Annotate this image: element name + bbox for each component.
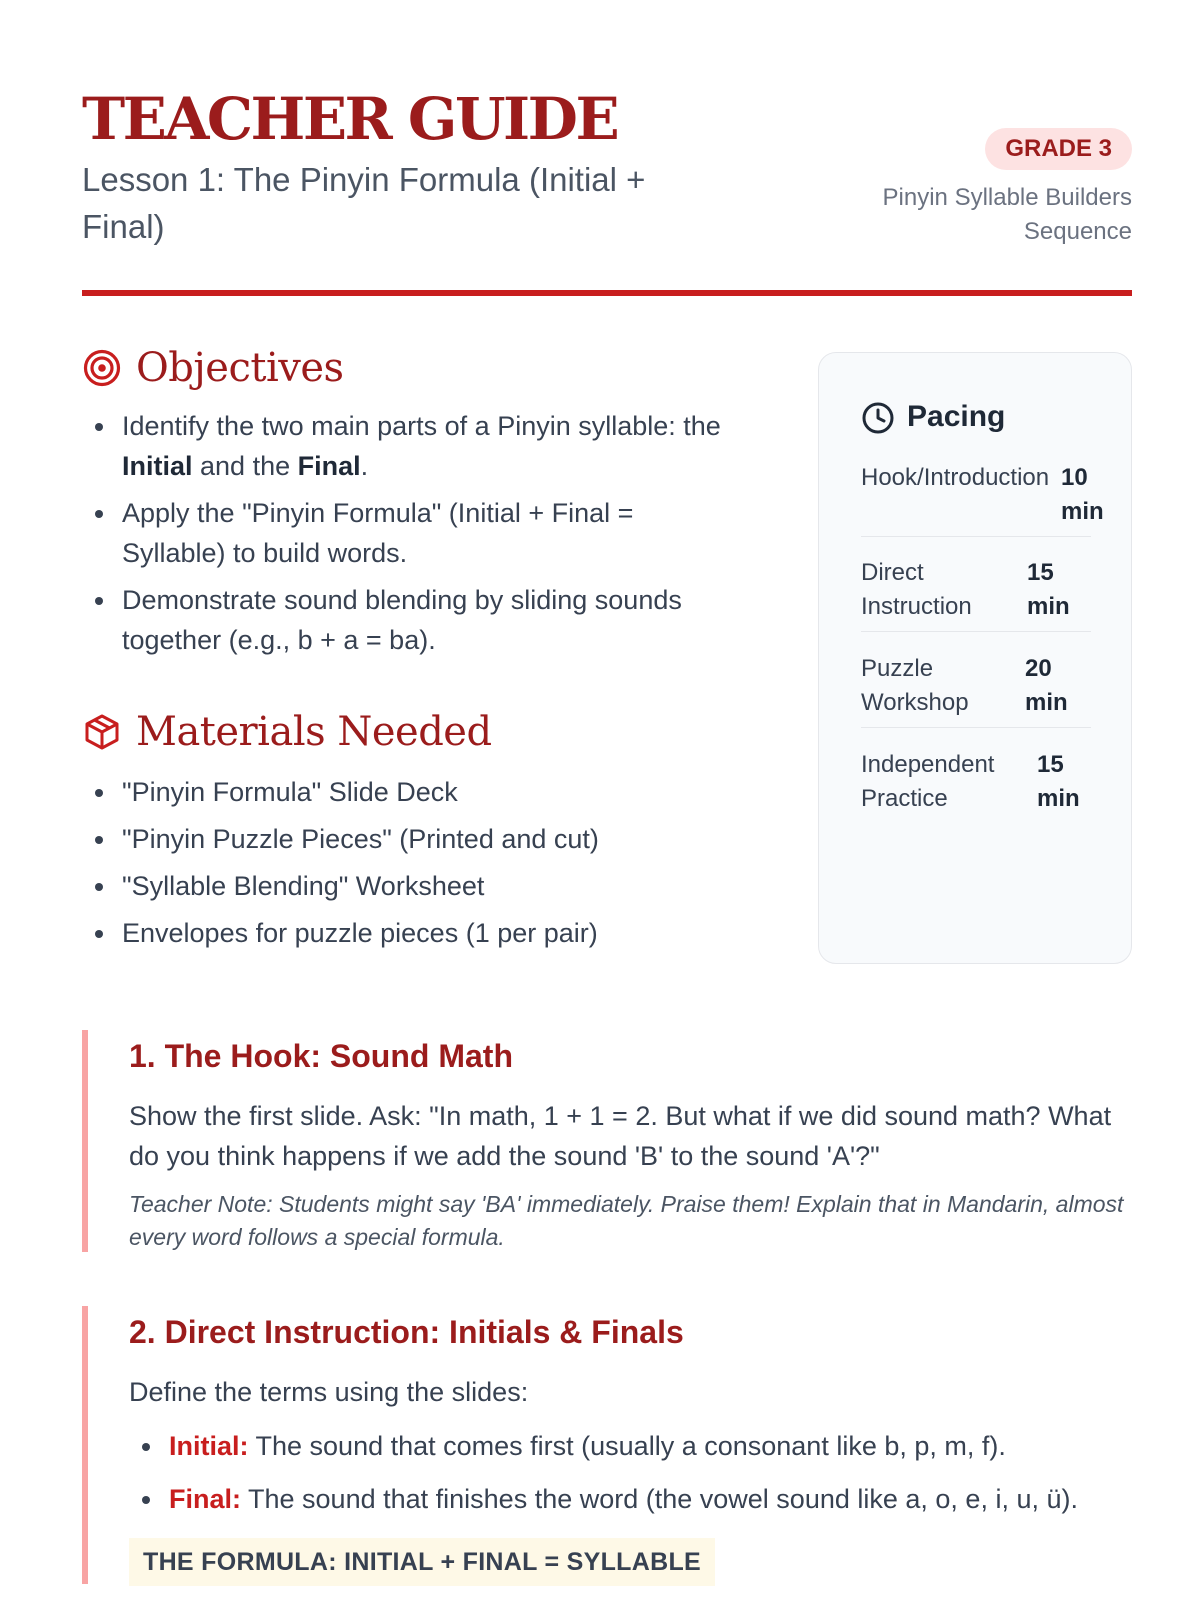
pacing-card	[818, 352, 1132, 964]
pacing-label: Direct Instruction	[861, 559, 972, 620]
pacing-label: Independent Practice	[861, 751, 995, 812]
header-divider	[82, 290, 1132, 296]
pacing-row	[861, 556, 1091, 632]
pacing-row	[861, 652, 1091, 728]
step-hook	[82, 1030, 1132, 1252]
pacing-title: Pacing	[907, 400, 1006, 433]
pacing-time: 15 min	[1027, 559, 1070, 620]
sequence-label: Pinyin Syllable Builders Sequence	[882, 184, 1132, 245]
teacher-guide-page	[82, 0, 1132, 1600]
list-item: Final: The sound that finishes the word (the vowel sound like a, o, e, i, u, ü).	[129, 1479, 1132, 1519]
step-direct-instruction	[82, 1306, 1132, 1584]
objectives-list	[82, 406, 732, 667]
objectives-title: Objectives	[136, 345, 344, 391]
list-item: Initial: The sound that comes first (usually a consonant like b, p, m, f).	[129, 1426, 1132, 1466]
pacing-time: 20 min	[1025, 655, 1068, 716]
list-item: Identify the two main parts of a Pinyin syllable: the Initial and the Final.	[82, 406, 732, 486]
materials-title: Materials Needed	[136, 709, 492, 755]
pacing-label: Puzzle Workshop	[861, 655, 969, 716]
lesson-subtitle: Lesson 1: The Pinyin Formula (Initial + Final)	[82, 161, 646, 245]
pacing-row	[861, 748, 1091, 824]
materials-list	[82, 772, 732, 960]
pacing-label: Hook/Introduction	[861, 464, 1050, 491]
step-title: 1. The Hook: Sound Math	[129, 1038, 513, 1074]
formula-callout: THE FORMULA: INITIAL + FINAL = SYLLABLE	[129, 1538, 715, 1586]
header	[82, 86, 1132, 296]
term-final: Final:	[169, 1484, 241, 1514]
term-initial: Initial:	[169, 1431, 249, 1461]
list-item: "Syllable Blending" Worksheet	[82, 866, 732, 906]
list-item: Demonstrate sound blending by sliding sounds together (e.g., b + a = ba).	[82, 580, 732, 660]
teacher-note: Teacher Note: Students might say 'BA' immediately. Praise them! Explain that in Mandarin, almost every word follows a special formula.	[129, 1191, 1124, 1250]
cube-icon	[82, 712, 122, 752]
list-item: Envelopes for puzzle pieces (1 per pair)	[82, 913, 732, 953]
page-title: TEACHER GUIDE	[82, 85, 618, 153]
pacing-row	[861, 461, 1104, 537]
step-text: Show the first slide. Ask: "In math, 1 + 1 = 2. But what if we did sound math? What do you think happens if we add the sound 'B' to the sound 'A'?"	[129, 1101, 1112, 1171]
pacing-time: 10 min	[1061, 464, 1104, 525]
list-item: Apply the "Pinyin Formula" (Initial + Final = Syllable) to build words.	[82, 493, 732, 573]
step-title: 2. Direct Instruction: Initials & Finals	[129, 1314, 684, 1350]
target-icon	[82, 348, 122, 388]
grade-badge: GRADE 3	[985, 128, 1132, 170]
pacing-time: 15 min	[1037, 751, 1080, 812]
list-item: "Pinyin Formula" Slide Deck	[82, 772, 732, 812]
list-item: "Pinyin Puzzle Pieces" (Printed and cut)	[82, 819, 732, 859]
clock-icon	[861, 401, 895, 435]
step-text: Define the terms using the slides:	[129, 1377, 529, 1407]
definitions-list	[129, 1426, 1132, 1519]
